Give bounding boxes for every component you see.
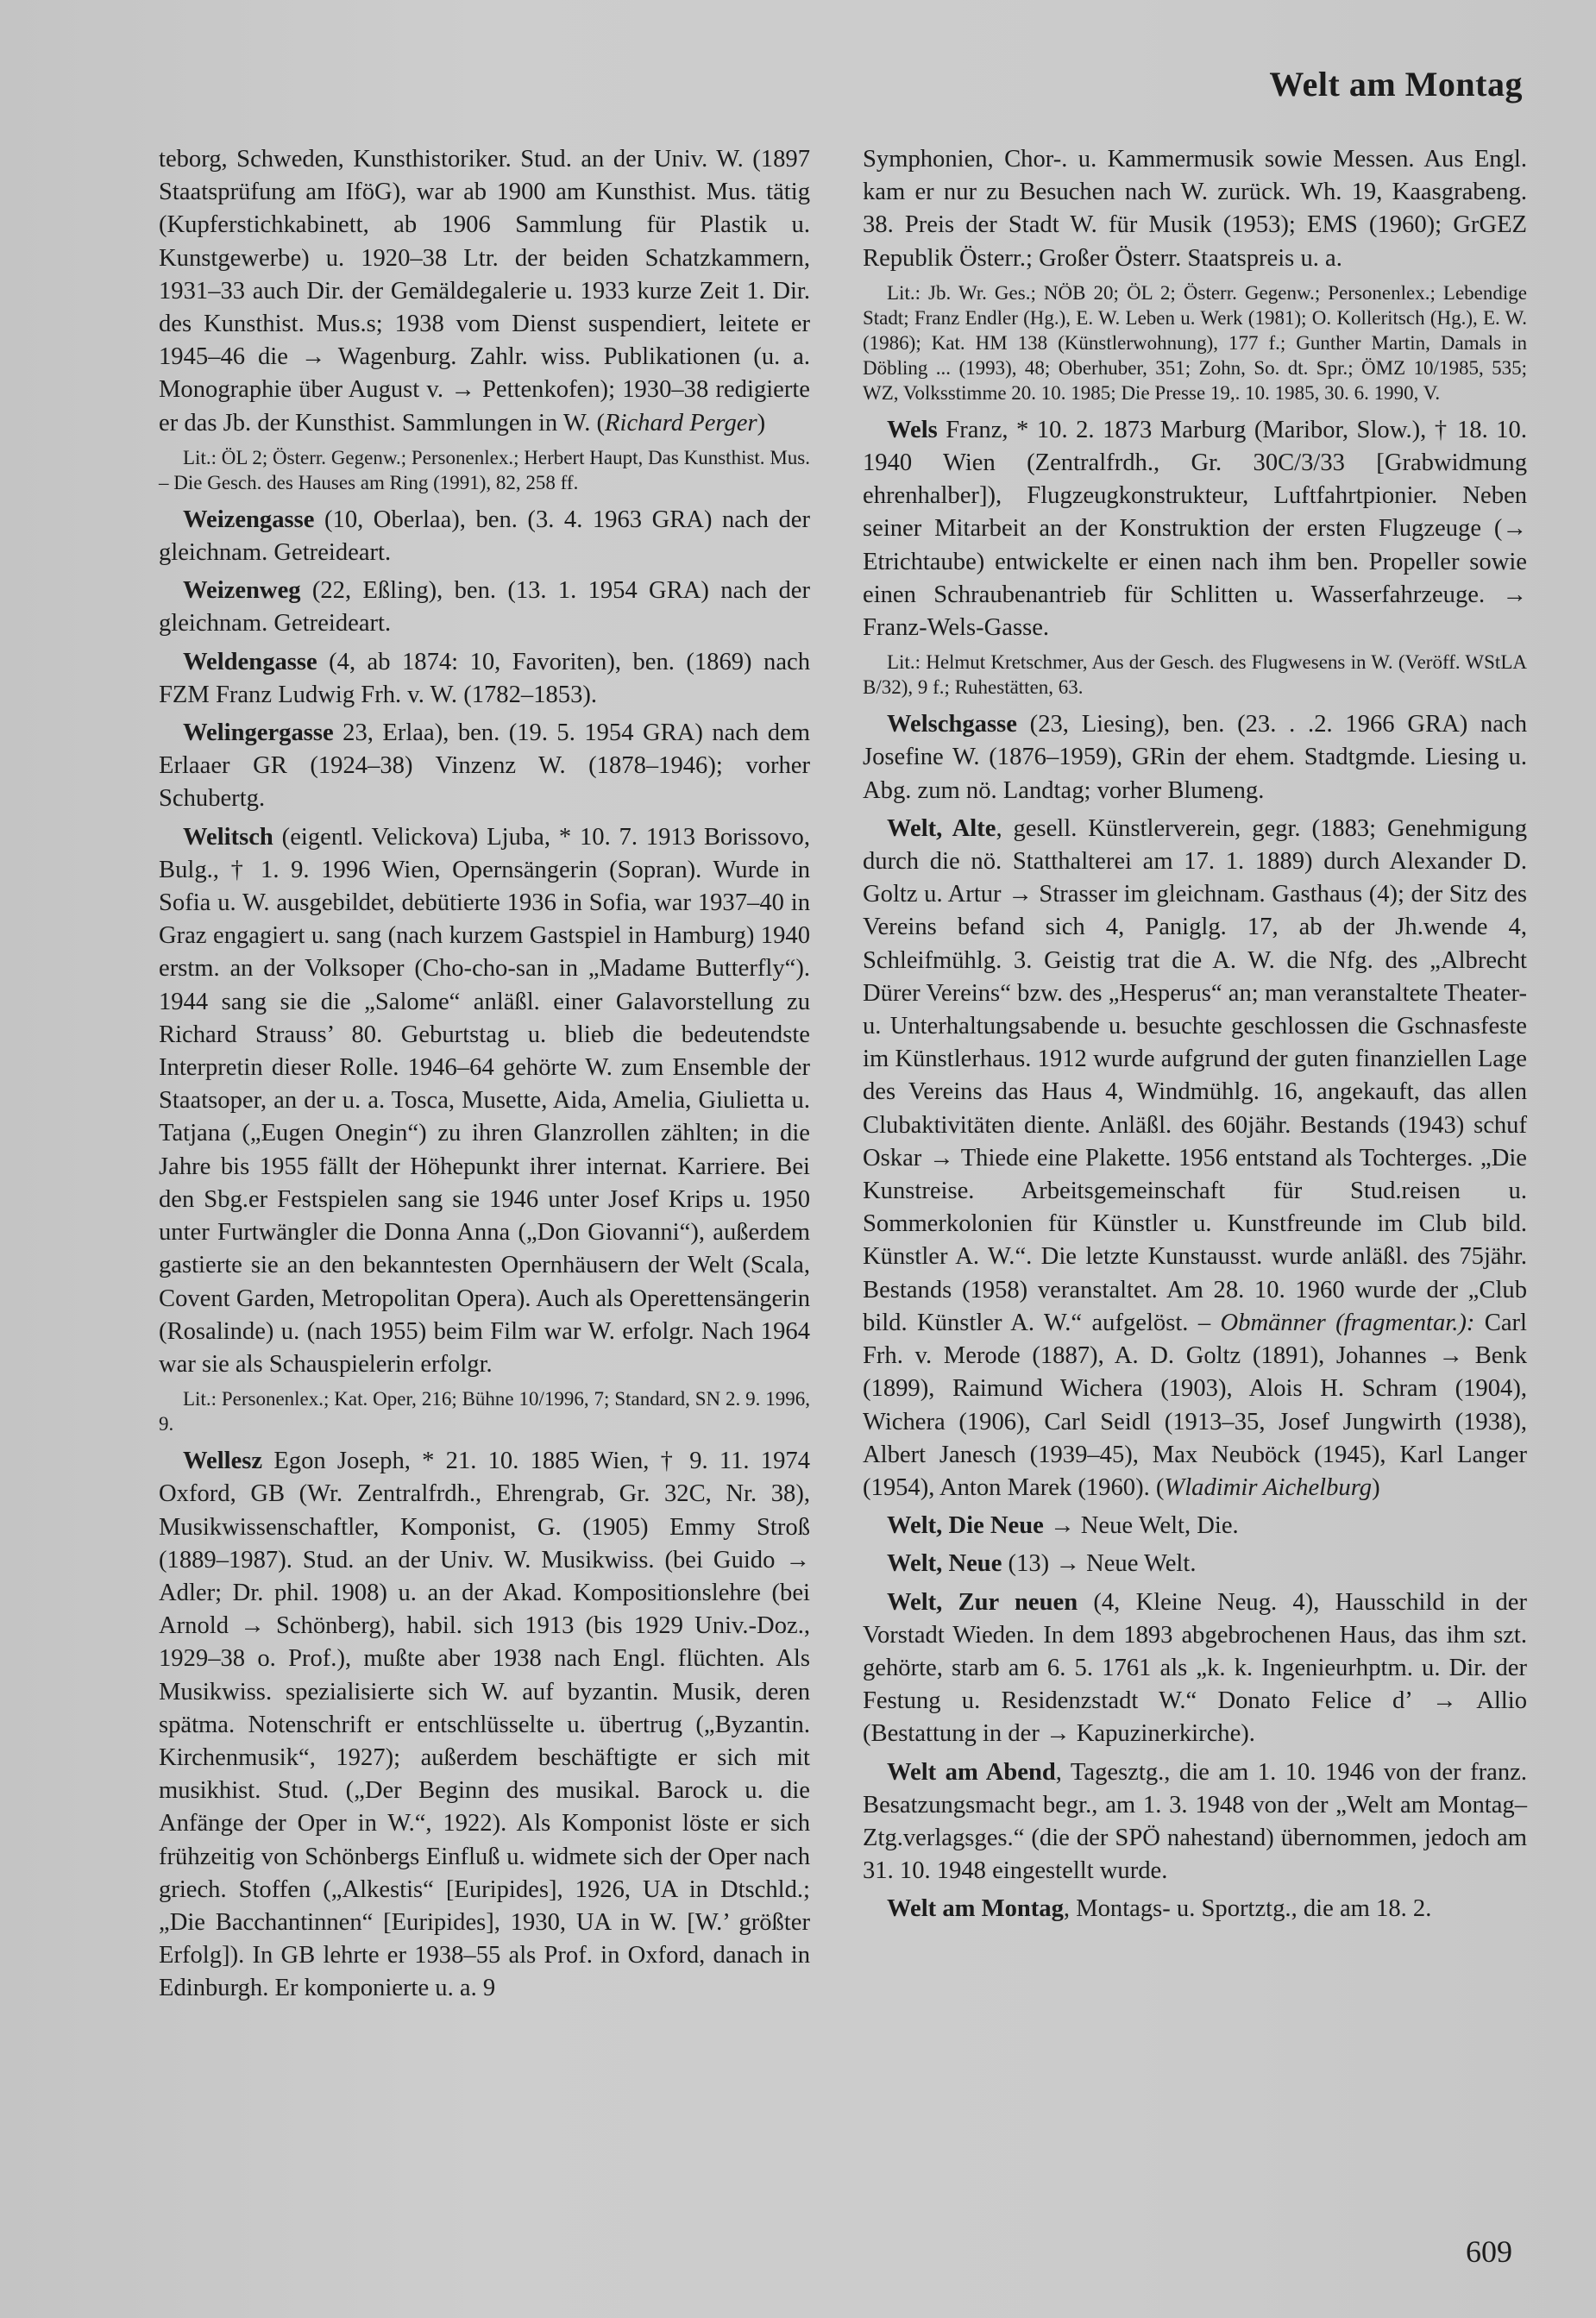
entry-headword: Welschgasse xyxy=(887,711,1017,738)
literature-note xyxy=(863,650,1527,700)
entry-body: (23, Liesing), ben. (23. . .2. 1966 GRA) nach Josefine W. (1876–1959), GRin der ehem. Stadtgmde. Liesing u. Abg. zum nö. Landtag; vorher Blumeng. xyxy=(863,711,1527,804)
dictionary-entry xyxy=(159,821,810,1381)
entry-headword: Welitsch xyxy=(183,823,273,851)
entry-body: (22, Eßling), ben. (13. 1. 1954 GRA) nach der gleichnam. Getreideart. xyxy=(159,577,810,638)
dictionary-entry xyxy=(863,1548,1527,1580)
entry-continuation xyxy=(863,143,1527,275)
dictionary-entry xyxy=(863,1756,1527,1888)
entry-headword: Welt, Neue xyxy=(887,1550,1002,1578)
literature-note xyxy=(159,1386,810,1436)
entry-body: teborg, Schweden, Kunsthistoriker. Stud. an der Univ. W. (1897 Staatsprüfung am IföG), war ab 1900 am Kunsthist. Mus. tätig (Kupferstichkabinett, ab 1906 Sammlung für Plastik u. Kunstgewerbe) u. 1920–38 Ltr. der beiden Schatzkammern, 1931–33 auch Dir. der Gemäldegalerie u. 1933 kurze Zeit 1. Dir. des Kunsthist. Mus.s; 1938 vom Dienst suspendiert, leitete er 1945–46 die → Wagenburg. Zahlr. wiss. Publikationen (u. a. Monographie über August v. → Pettenkofen); 1930–38 redigierte er das Jb. der Kunsthist. Sammlungen in W. ( xyxy=(159,146,810,437)
literature-text: Lit.: Personenlex.; Kat. Oper, 216; Bühne 10/1996, 7; Standard, SN 2. 9. 1996, 9. xyxy=(159,1388,810,1435)
entry-headword: Welt am Abend xyxy=(887,1758,1056,1786)
entry-body: Franz, * 10. 2. 1873 Marburg (Maribor, Slow.), † 18. 10. 1940 Wien (Zentralfrdh., Gr. 30C/3/33 [Grabwidmung ehrenhalber]), Flugzeugkonstrukteur, Luftfahrtpionier. Neben seiner Mitarbeit an der Konstruktion der ersten Flugzeuge (→ Etrichtaube) entwickelte er einen nach ihm ben. Propeller sowie einen Schraubenantrieb für Schlitten u. Wasserfahrzeuge. → Franz-Wels-Gasse. xyxy=(863,416,1527,642)
entry-body: (13) → Neue Welt. xyxy=(1002,1550,1197,1578)
entry-author: Richard Perger xyxy=(605,409,757,437)
dictionary-entry xyxy=(863,813,1527,1505)
dictionary-entry xyxy=(863,414,1527,644)
entry-author: Wladimir Aichelburg xyxy=(1164,1473,1373,1501)
literature-note xyxy=(863,280,1527,405)
entry-headword: Welt, Alte xyxy=(887,814,996,842)
entry-headword: Welingergasse xyxy=(183,719,334,747)
entry-headword: Wellesz xyxy=(183,1448,263,1475)
entry-headword: Weldengasse xyxy=(183,648,317,675)
entry-sublabel: Obmänner (fragmentar.): xyxy=(1220,1309,1475,1336)
entry-body: , Montags- u. Sportztg., die am 18. 2. xyxy=(1063,1895,1432,1923)
entry-body: → Neue Welt, Die. xyxy=(1043,1512,1239,1540)
entry-tail: ) xyxy=(757,409,766,437)
entry-headword: Weizenweg xyxy=(183,577,301,605)
page-number: 609 xyxy=(1466,2234,1512,2269)
dictionary-entry xyxy=(159,1445,810,2005)
entry-body-cont: Carl Frh. v. Merode (1887), A. D. Goltz (1891), Johannes → Benk (1899), Raimund Wichera (1903), Alois H. Schram (1904), Wichera (1906), Carl Seidl (1913–35, Josef Jungwirth (1938), Albert Janesch (1939–45), Max Neuböck (1945), Karl Langer (1954), Anton Marek (1960). ( xyxy=(863,1309,1528,1501)
dictionary-entry xyxy=(159,504,810,569)
entry-body: Egon Joseph, * 21. 10. 1885 Wien, † 9. 11. 1974 Oxford, GB (Wr. Zentralfrdh., Ehrengrab, Gr. 32C, Nr. 38), Musikwissenschaftler, Komponist, G. (1905) Emmy Stroß (1889–1987). Stud. an der Univ. W. Musikwiss. (bei Guido → Adler; Dr. phil. 1908) u. an der Akad. Kompositionslehre (bei Arnold → Schönberg), habil. sich 1913 (bis 1929 Univ.-Doz., 1929–38 o. Prof.), mußte aber 1938 nach Engl. flüchten. Als Musikwiss. spezialisierte sich W. auf byzantin. Musik, deren spätma. Notenschrift er entschlüsselte u. übertrug („Byzantin. Kirchenmusik“, 1927); außerdem beschäftigte er sich mit musikhist. Stud. („Der Beginn des musikal. Barock u. die Anfänge der Oper in W.“, 1922). Als Komponist löste er sich frühzeitig von Schönbergs Einfluß u. widmete sich der Oper nach griech. Stoffen („Alkestis“ [Euripides], 1926, UA in Dtschld.; „Die Bacchantinnen“ [Euripides], 1930, UA in W. [W.’ größter Erfolg]). In GB lehrte er 1938–55 als Prof. in Oxford, danach in Edinburgh. Er komponierte u. a. 9 xyxy=(159,1448,810,2002)
entry-body: (4, Kleine Neug. 4), Hausschild in der Vorstadt Wieden. In dem 1893 abgebrochenen Haus, das ihm szt. gehörte, starb am 6. 5. 1761 als „k. k. Ingenieurhptm. u. Dir. der Festung u. Residenzstadt W.“ Donato Felice d’ → Allio (Bestattung in der → Kapuzinerkirche). xyxy=(863,1588,1527,1748)
entry-headword: Wels xyxy=(887,416,938,443)
dictionary-entry xyxy=(159,646,810,712)
entry-continuation xyxy=(159,143,810,440)
right-column xyxy=(863,143,1527,1932)
running-head: Welt am Montag xyxy=(1269,65,1523,104)
entry-headword: Welt am Montag xyxy=(887,1895,1064,1923)
literature-note xyxy=(159,445,810,495)
entry-body: 23, Erlaa), ben. (19. 5. 1954 GRA) nach dem Erlaaer GR (1924–38) Vinzenz W. (1878–1946); vorher Schubertg. xyxy=(159,719,810,813)
literature-text: Lit.: Jb. Wr. Ges.; NÖB 20; ÖL 2; Österr. Gegenw.; Personenlex.; Lebendige Stadt; Franz Endler (Hg.), E. W. Leben u. Werk (1981); O. Kolleritsch (Hg.), E. W. (1986); Kat. HM 138 (Künstlerwohnung), 177 f.; Gunther Martin, Damals in Döbling ... (1993), 48; Oberhuber, 351; Zohn, So. dt. Spr.; ÖMZ 10/1985, 535; WZ, Volksstimme 20. 10. 1985; Die Presse 19,. 10. 1985, 30. 6. 1990, V. xyxy=(863,281,1527,404)
dictionary-entry xyxy=(159,575,810,640)
left-column xyxy=(159,143,810,2011)
entry-body: Symphonien, Chor-. u. Kammermusik sowie Messen. Aus Engl. kam er nur zu Besuchen nach W. zurück. Wh. 19, Kaasgrabeng. 38. Preis der Stadt W. für Musik (1953); EMS (1960); GrGEZ Republik Österr.; Großer Österr. Staatspreis u. a. xyxy=(863,146,1527,272)
dictionary-entry xyxy=(863,1510,1527,1542)
entry-body: (eigentl. Velickova) Ljuba, * 10. 7. 1913 Borissovo, Bulg., † 1. 9. 1996 Wien, Opernsängerin (Sopran). Wurde in Sofia u. W. ausgebildet, debütierte 1936 in Sofia, war 1937–40 in Graz engagiert u. sang (nach kurzem Gastspiel in Hamburg) 1940 erstm. an der Volksoper (Cho-cho-san in „Madame Butterfly“). 1944 sang sie die „Salome“ anläßl. einer Galavorstellung zu Richard Strauss’ 80. Geburtstag u. blieb die bedeutendste Interpretin dieser Rolle. 1946–64 gehörte W. zum Ensemble der Staatsoper, an der u. a. Tosca, Musette, Aida, Amelia, Giulietta u. Tatjana („Eugen Onegin“) zu ihren Glanzrollen zählten; in die Jahre bis 1955 fällt der Höhepunkt ihrer internat. Karriere. Bei den Sbg.er Festspielen sang sie 1946 unter Josef Krips u. 1950 unter Furtwängler die Donna Anna („Don Giovanni“), außerdem gastierte sie an den bekanntesten Opernhäusern der Welt (Scala, Covent Garden, Metropolitan Opera). Auch als Operettensängerin (Rosalinde) u. (nach 1955) beim Film war W. erfolgr. Nach 1964 war sie als Schauspielerin erfolgr. xyxy=(159,823,810,1378)
dictionary-entry xyxy=(863,708,1527,807)
entry-tail: ) xyxy=(1372,1473,1380,1501)
entry-body: (4, ab 1874: 10, Favoriten), ben. (1869) nach FZM Franz Ludwig Frh. v. W. (1782–1853). xyxy=(159,648,810,708)
entry-headword: Welt, Zur neuen xyxy=(887,1588,1078,1616)
entry-headword: Welt, Die Neue xyxy=(887,1512,1044,1540)
dictionary-entry xyxy=(863,1893,1527,1925)
dictionary-entry xyxy=(159,717,810,816)
literature-text: Lit.: ÖL 2; Österr. Gegenw.; Personenlex.; Herbert Haupt, Das Kunsthist. Mus. – Die Gesch. des Hauses am Ring (1991), 82, 258 ff. xyxy=(159,446,810,493)
literature-text: Lit.: Helmut Kretschmer, Aus der Gesch. des Flugwesens in W. (Veröff. WStLA B/32), 9 f.; Ruhestätten, 63. xyxy=(863,651,1527,699)
entry-body: (10, Oberlaa), ben. (3. 4. 1963 GRA) nach der gleichnam. Getreideart. xyxy=(159,506,810,567)
entry-body: , gesell. Künstlerverein, gegr. (1883; Genehmigung durch die nö. Statthalterei am 17. 1. 1889) durch Alexander D. Goltz u. Artur → Strasser im gleichnam. Gasthaus (4); der Sitz des Vereins befand sich 4, Paniglg. 17, ab der Jh.wende 4, Schleifmühlg. 3. Geistig trat die A. W. die Nfg. des „Albrecht Dürer Vereins“ bzw. des „Hesperus“ an; man veranstaltete Theater- u. Unterhaltungsabende u. besuchte geschlossen die Gschnasfeste im Künstlerhaus. 1912 wurde aufgrund der guten finanziellen Lage des Vereins das Haus 4, Windmühlg. 16, angekauft, das allen Clubaktivitäten diente. Anläßl. des 60jähr. Bestands (1943) schuf Oskar → Thiede eine Plakette. 1956 entstand als Tochterges. „Die Kunstreise. Arbeitsgemeinschaft für Stud.reisen u. Sommerkolonien für Künstler u. Kunstfreunde im Club bild. Künstler A. W.“. Die letzte Kunstausst. wurde anläßl. des 75jähr. Bestands (1958) veranstaltet. Am 28. 10. 1960 wurde der „Club bild. Künstler A. W.“ aufgelöst. – xyxy=(863,814,1528,1336)
entry-headword: Weizengasse xyxy=(183,506,315,533)
entry-body: , Tagesztg., die am 1. 10. 1946 von der franz. Besatzungsmacht begr., am 1. 3. 1948 von der „Welt am Montag–Ztg.verlagsges.“ (die der SPÖ nahestand) übernommen, jedoch am 31. 10. 1948 eingestellt wurde. xyxy=(863,1758,1527,1885)
dictionary-entry xyxy=(863,1586,1527,1751)
